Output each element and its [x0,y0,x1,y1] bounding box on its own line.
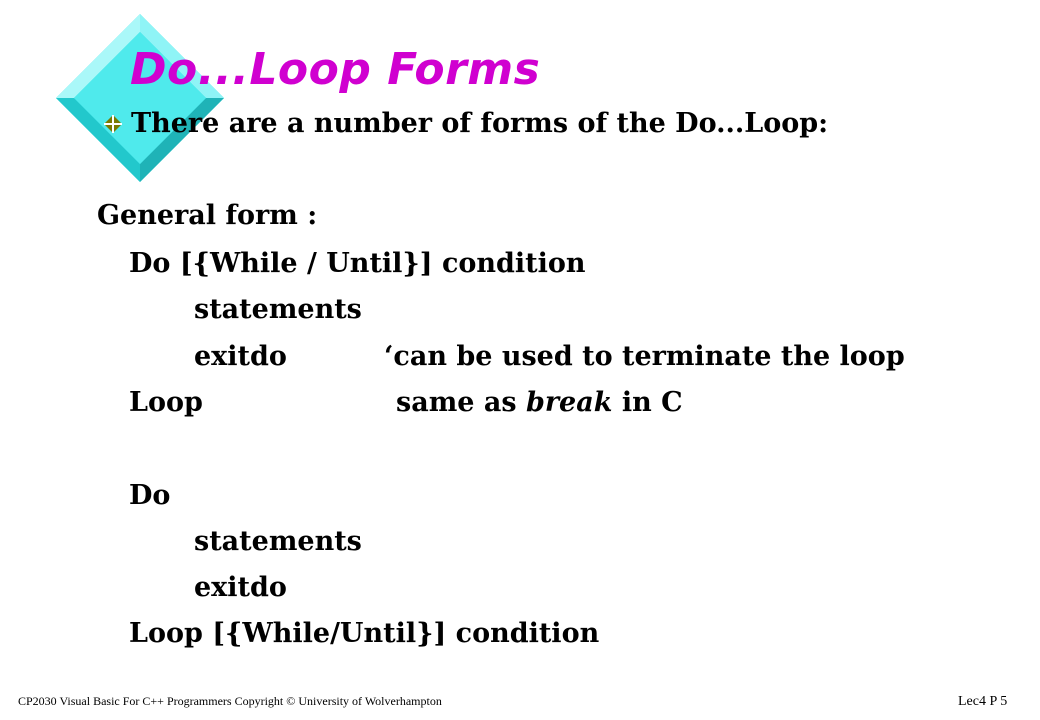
form2-statements: statements [194,526,362,557]
bullet-text: There are a number of forms of the Do...Loop: [131,108,829,139]
form1-loop: Loop [129,387,203,418]
form2-loop-line: Loop [{While/Until}] condition [129,618,600,649]
loop-comment-suffix: in C [612,387,683,418]
slide-title: Do...Loop Forms [130,44,541,95]
loop-comment-prefix: same as [396,387,526,418]
form2-exitdo: exitdo [194,572,287,603]
general-form-label: General form : [97,200,318,231]
footer-course: CP2030 Visual Basic For C++ Programmers Copyright © University of Wolverhampton [18,694,442,708]
decorative-diamond [56,14,224,182]
form1-statements: statements [194,294,362,325]
form1-do-line: Do [{While / Until}] condition [129,248,586,279]
form1-exitdo-comment: ‘can be used to terminate the loop [384,341,905,372]
form2-do-line: Do [129,480,171,511]
loop-comment-keyword: break [525,387,613,418]
form1-exitdo: exitdo [194,341,287,372]
footer-page-number: Lec4 P 5 [958,694,1008,709]
bullet-diamond-icon [104,115,122,133]
form1-loop-comment [396,387,683,419]
